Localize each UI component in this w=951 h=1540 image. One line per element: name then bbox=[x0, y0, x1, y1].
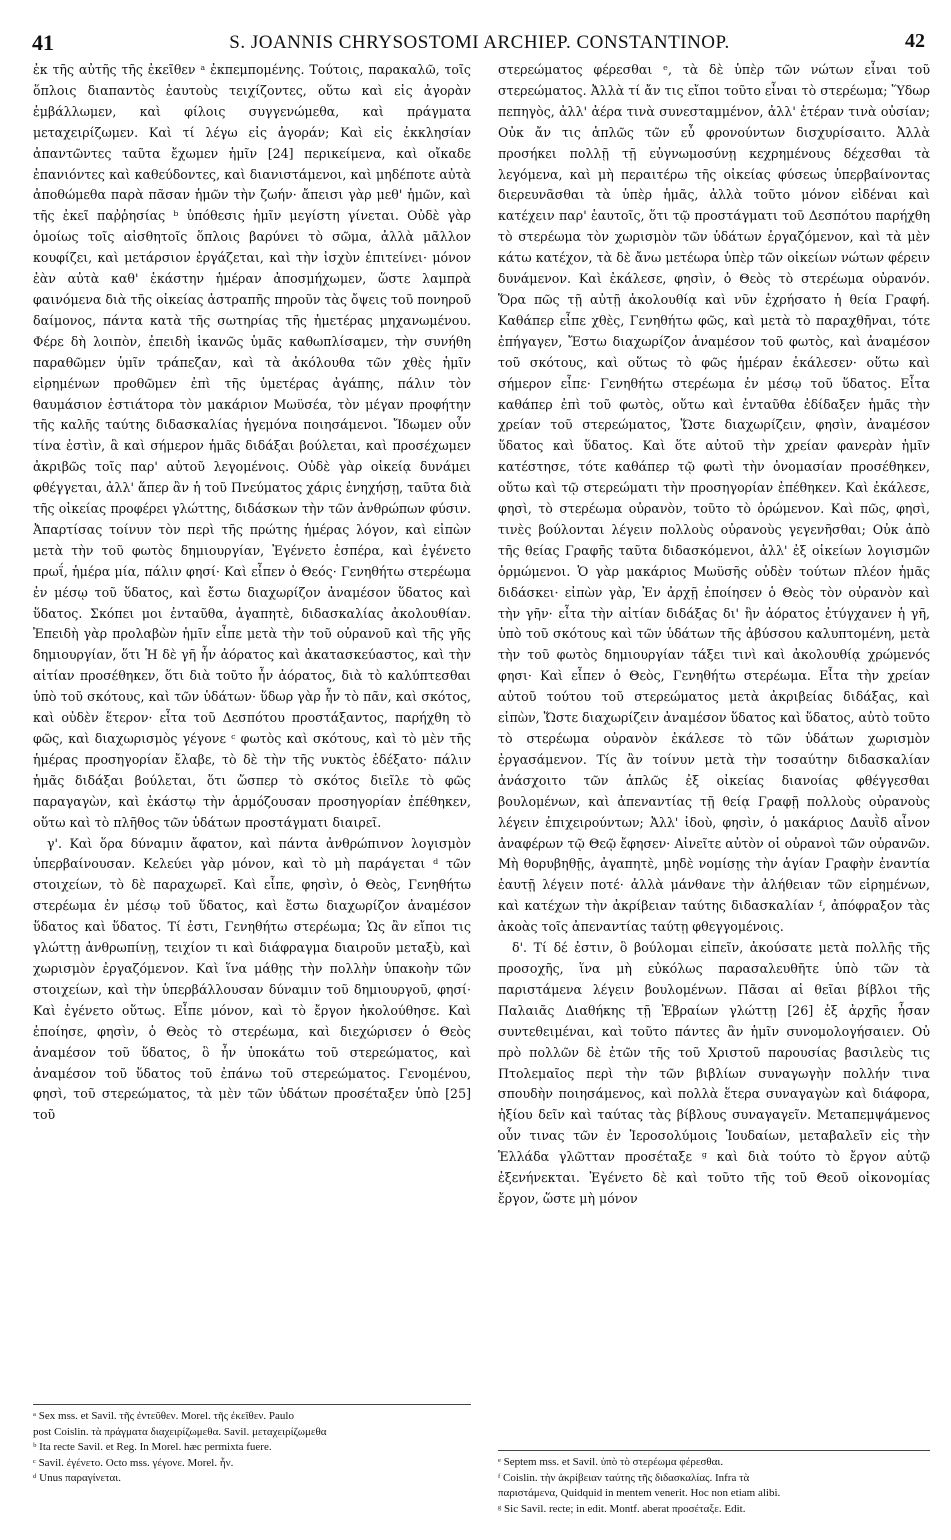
footnote-line: ᵉ Septem mss. et Savil. ὑπὸ τὸ στερέωμα φέρεσθαι. bbox=[498, 1456, 724, 1468]
footnote-line: ᶠ Coislin. τὴν ἀκρίβειαν ταύτης τῆς διδασκαλίας. Infra τὰ bbox=[498, 1471, 750, 1484]
footnote-line: ᵍ Sic Savil. recte; in edit. Montf. aberat προσέταξε. Edit. bbox=[498, 1502, 746, 1515]
footnote-line: ᵃ Sex mss. et Savil. τῆς ἐντεῦθεν. Morel. τῆς ἐκεῖθεν. Paulo bbox=[33, 1410, 294, 1422]
footnote-line: ᵇ Ita recte Savil. et Reg. In Morel. hæc permixta fuere. bbox=[33, 1441, 272, 1454]
footnote-line: post Coislin. τὰ πράγματα διαχειρίζωμεθα. Savil. μεταχειρίζωμεθα bbox=[33, 1425, 327, 1438]
footnote-line: ᵈ Unus παραγίνεται. bbox=[33, 1472, 122, 1485]
footnote-line: παριστάμενα, Quidquid in mentem venerit. Hoc non etiam alibi. bbox=[498, 1487, 781, 1500]
running-head bbox=[28, 30, 931, 58]
right-column bbox=[498, 60, 930, 1210]
paragraph: γ'. Καὶ ὅρα δύναμιν ἄφατον, καὶ πάντα ἀνθρώπινον λογισμὸν ὑπερβαίνουσαν. Κελεύει γὰρ μόνον, καὶ τὸ μὴ παράγεται ᵈ τῶν στοιχείων, τὸ δὲ παραχωρεῖ. Καὶ εἶπε, φησὶν, ὁ Θεὸς, Γενηθήτω στερέωμα ἐν μέσῳ τοῦ ὕδατος, καὶ ἔστω διαχωρίζον ἀναμέσον ὕδατος καὶ ὕδατος. Τί ἐστι, Γενηθήτω στερέωμα; Ὡς ἂν εἴποι τις γλώττῃ ἀνθρωπίνῃ, τειχίον τι καὶ διάφραγμα διαιροῦν μεταξὺ, καὶ χωρισμὸν ἐργαζόμενον. Καὶ ἵνα μάθῃς τὴν πολλὴν ὑπακοὴν τῶν στοιχείων, καὶ τὴν ὑπερβάλλουσαν δύναμιν τοῦ δημιουργοῦ, φησί· Καὶ ἐγένετο οὕτως. Εἶπε μόνον, καὶ τὸ ἔργον ἠκολούθησε. Καὶ ἐποίησε, φησὶν, ὁ Θεὸς τὸ στερέωμα, καὶ διεχώρισεν ὁ Θεὸς ἀναμέσον τοῦ ὕδατος, ὃ ἦν ὑποκάτω τοῦ στερεώματος, καὶ ἀναμέσον τοῦ ὕδατος τοῦ ἐπάνω τοῦ στερεώματος. Γενομένου, φησὶ, τοῦ στερεώματος, τὰ μὲν τῶν ὑδάτων προσέταξεν ὑπὸ [25] τοῦ bbox=[33, 835, 471, 1123]
page-number-right: 42 bbox=[905, 30, 925, 52]
footnotes-left bbox=[33, 1404, 471, 1487]
paragraph: δ'. Τί δέ ἐστιν, ὃ βούλομαι εἰπεῖν, ἀκούσατε μετὰ πολλῆς τῆς προσοχῆς, ἵνα μὴ εὐκόλως παρασαλευθῆτε ὑπὸ τῶν τὰ παριστάμενα λέγειν βουλομένων. Πᾶσαι αἱ θεῖαι βίβλοι τῆς Παλαιᾶς Διαθήκης τῇ Ἑβραίων γλώττῃ [26] ἐξ ἀρχῆς ἦσαν συντεθειμέναι, καὶ τοῦτο πάντες ἂν ἡμῖν συνομολογήσαιεν. Οὐ πρὸ πολλῶν δὲ ἐτῶν τῆς τοῦ Χριστοῦ παρουσίας βασιλεὺς τις Πτολεμαῖος περὶ τὴν τῶν βιβλίων συναγωγὴν πολλήν τινα σπουδὴν ποιησάμενος, καὶ πολλὰ ἕτερα συναγαγὼν καὶ διάφορα, ἠξίου δεῖν καὶ ταύτας τὰς βίβλους συναγαγεῖν. Μεταπεμψάμενος οὖν τινας τῶν ἐν Ἱεροσολύμοις Ἰουδαίων, μεταβαλεῖν εἰς τὴν Ἑλλάδα γλῶτταν προσέταξε ᵍ καὶ διὰ τούτο τὸ ἔργον αὐτῷ ἐξενήνεκται. Ἐγένετο δὲ καὶ τοῦτο τῆς τοῦ Θεοῦ οἰκονομίας ἔργον, ὥστε μὴ μόνον bbox=[498, 940, 930, 1206]
left-column bbox=[33, 60, 471, 1126]
running-title: S. JOANNIS CHRYSOSTOMI ARCHIEP. CONSTANTINOP. bbox=[229, 32, 730, 53]
footnote-line: ᶜ Savil. ἐγένετο. Octo mss. γέγονε. Morel. ἦν. bbox=[33, 1456, 234, 1469]
paragraph: στερεώματος φέρεσθαι ᵉ, τὰ δὲ ὑπὲρ τῶν νώτων εἶναι τοῦ στερεώματος. Ἀλλὰ τί ἄν τις εἴποι τοῦτο εἶναι τὸ στερέωμα; Ὕδωρ πεπηγὸς, ἀλλ' ἀέρα τινὰ συνεσταμμένον, ἀλλ' ἑτέραν τινὰ οὐσίαν; Οὐκ ἄν τις ἁπλῶς τῶν εὖ φρονούντων δισχυρίσαιτο. Ἀλλὰ προσήκει πολλῇ τῇ εὐγνωμοσύνῃ κεχρημένους δέχεσθαι τὰ λεγόμενα, καὶ μὴ περαιτέρω τῆς οἰκείας φύσεως ὑπερβαίνοντας διερευνᾶσθαι τὰ ὑπὲρ ἡμᾶς, ἀλλὰ τοῦτο μόνον εἰδέναι καὶ κατέχειν παρ' ἑαυτοῖς, ὅτι τῷ προστάγματι τοῦ Δεσπότου παρήχθη τὸ στερέωμα τὸν χωρισμὸν τῶν ὑδάτων ἐργαζόμενον, καὶ τὰ μὲν κάτω κατέχον, τὰ δὲ ἄνω μετέωρα ὑπὲρ τῶν οἰκείων νώτων φέρειν δυνάμενον. Καὶ ἐκάλεσε, φησὶν, ὁ Θεὸς τὸ στερέωμα οὐρανόν. Ὅρα πῶς τῇ αὐτῇ ἀκολουθίᾳ καὶ νῦν ἐχρήσατο ἡ θεία Γραφή. Καθάπερ εἶπε χθὲς, Γενηθήτω φῶς, καὶ μετὰ τὸ παραχθῆναι, τότε ἐπήγαγεν, Ἔστω διαχωρίζον ἀναμέσον τοῦ φωτὸς, καὶ ἀναμέσον τοῦ σκότους, καὶ οὕτως τὸ φῶς ἡμέραν ἐκάλεσεν· οὕτω καὶ σήμερον εἶπε· Γενηθήτω στερέωμα ἐν μέσῳ τοῦ ὕδατος. Εἶτα καθάπερ ἐπὶ τοῦ φωτὸς, οὕτω καὶ ἐνταῦθα ἐδίδαξεν ἡμᾶς τὴν χρείαν τοῦ στερεώματος, Ὥστε διαχωρίζειν, φησὶν, ἀναμέσον ὕδατος καὶ ὕδατος. Καὶ ὅτε αὐτοῦ τὴν χρείαν φανερὰν ἡμῖν κατέστησε, τότε καθάπερ τῷ φωτὶ τὴν ὀνομασίαν προσέθηκεν, οὕτω καὶ τῷ στερεώματι τὴν προσηγορίαν ἐπέθηκεν. Καὶ ἐκάλεσε, φησὶ, τὸ στερέωμα οὐρανὸν, τοῦτο τὸ ὁρώμενον. Καὶ πῶς, φησὶ, τινὲς βούλονται λέγειν πολλοὺς οὐρανοὺς γεγενῆσθαι; Οὐκ ἀπὸ τῆς θείας Γραφῆς ταῦτα διδασκόμενοι, ἀλλ' ἐξ οἰκείων λογισμῶν ὁρμώμενοι. Ὁ γὰρ μακάριος Μωϋσῆς οὐδὲν τούτων πλέον ἡμᾶς διδάσκει· εἰπὼν γὰρ, Ἐν ἀρχῇ ἐποίησεν ὁ Θεὸς τὸν οὐρανὸν καὶ τὴν γῆν· εἶτα τὴν αἰτίαν διδάξας δι' ἣν ἀόρατος ἐτύγχανεν ἡ γῆ, ὑπὸ τοῦ σκότους καὶ τῶν ὑδάτων τῆς ἀβύσσου καλυπτομένη, μετὰ τὴν τοῦ φωτὸς δημιουργίαν τάξει τινὶ καὶ ἀκολουθίᾳ χρώμενός φησι· Καὶ εἶπεν ὁ Θεὸς, Γενηθήτω στερέωμα. Εἶτα τὴν χρείαν αὐτοῦ τούτου τοῦ στερεώματος μετὰ ἀκριβείας διδάξας, καὶ εἰπὼν, Ὥστε διαχωρίζειν ἀναμέσον ὕδατος καὶ ὕδατος, αὐτὸ τοῦτο τὸ στερέωμα οὐρανὸν ἐκάλεσε τὸ τῶν ὑδάτων χωρισμὸν ἐργασάμενον. Τίς ἂν τοίνυν μετὰ τὴν τοσαύτην διδασκαλίαν ἀνάσχοιτο τῶν ἁπλῶς ἐξ οἰκείας διανοίας φθέγγεσθαι βουλομένων, καὶ ἀπεναντίας τῇ θείᾳ Γραφῇ πολλοὺς οὐρανοὺς λέγειν ἐπιχειρούντων; Ἀλλ' ἰδοὺ, φησὶν, ὁ μακάριος Δαυῒδ αἶνον ἀναφέρων τῷ Θεῷ ἔφησεν· Αἰνεῖτε αὐτὸν οἱ οὐρανοὶ τῶν οὐρανῶν. Μὴ θορυβηθῇς, ἀγαπητὲ, μηδὲ νομίσῃς τὴν ἁγίαν Γραφὴν ἐναντία ἑαυτῇ λέγειν ποτέ· ἀλλὰ μάνθανε τὴν ἀλήθειαν τῶν εἰρημένων, καὶ κατέχων τὴν ἀκρίβειαν ταύτης διδασκαλίαν ᶠ, ἀπόφραξον τὰς ἀκοὰς τοῖς ἀπεναντίας ταύτῃ φθεγγομένοις. bbox=[498, 62, 930, 935]
paragraph: ἐκ τῆς αὐτῆς τῆς ἐκεῖθεν ᵃ ἐκπεμπομένης. Τούτοις, παρακαλῶ, τοῖς ὅπλοις διαπαντὸς ἑαυτοὺς τειχίζοντες, οὕτω καὶ εἰς ἀγορὰν ἐμβάλλωμεν, καὶ φίλοις συγγενώμεθα, καὶ πράγματα μεταχειρίζωμεν. Καὶ τί λέγω εἰς ἀγοράν; Καὶ εἰς ἐκκλησίαν ἀπαντῶντες ταῦτα ἔχωμεν ἡμῖν [24] περικείμενα, καὶ οἴκαδε ἐπανιόντες καὶ καθεύδοντες, καὶ διανιστάμενοι, καὶ μηδέποτε αὐτὰ ἀποθώμεθα παρὰ πᾶσαν ἡμῶν τὴν ζωήν· ἄπεισι γὰρ μεθ' ἡμῶν, καὶ τῆς ἐκεῖ παῤῥησίας ᵇ ὑπόθεσις ἡμῖν μεγίστη γίνεται. Οὐδὲ γὰρ ὁμοίως τοῖς αἰσθητοῖς ὅπλοις βαρύνει τὸ σῶμα, ἀλλὰ μᾶλλον κουφίζει, καὶ μετάρσιον ἐργάζεται, καὶ τὴν ἰσχὺν ἐπιτείνει· μόνον ἐὰν αὐτὰ καθ' ἑκάστην ἡμέραν ἀποσμήχωμεν, ὥστε λαμπρὰ φαινόμενα διὰ τῆς οἰκείας ἀστραπῆς πηροῦν τὰς ὄψεις τοῦ πονηροῦ δαίμονος, πάντα κατὰ τῆς σωτηρίας τῆς ἡμετέρας μηχανωμένου. Φέρε δὴ λοιπὸν, ἐπειδὴ ἱκανῶς ὑμᾶς καθωπλίσαμεν, τὴν συνήθη παραθῶμεν ὑμῖν τράπεζαν, καὶ τὰ ἀκόλουθα τῶν χθὲς ἡμῖν εἰρημένων προθῶμεν ἐπὶ τῆς ὑμετέρας ἀγάπης, πάλιν τὸν θαυμάσιον ἑστιάτορα τὸν μακάριον Μωϋσέα, τὸν μέγαν προφήτην τῆς καλῆς ταύτης διδασκαλίας ἡγεμόνα ποιησάμενοι. Ἴδωμεν οὖν τίνα ἐστὶν, ἃ καὶ σήμερον ἡμᾶς διδάξαι βούλεται, καὶ προσέχωμεν ἀκριβῶς τοῖς παρ' αὐτοῦ λεγομένοις. Οὐδὲ γὰρ οἰκείᾳ δυνάμει φθέγγεται, ἀλλ' ἅπερ ἂν ἡ τοῦ Πνεύματος χάρις ἐνηχήσῃ, ταῦτα διὰ τῆς οἰκείας προφέρει γλώττης, διδάσκων τὴν τῶν ἀνθρώπων φύσιν. Ἀπαρτίσας τοίνυν τὸν περὶ τῆς πρώτης ἡμέρας λόγον, καὶ εἰπὼν μετὰ τὴν τοῦ φωτὸς δημιουργίαν, Ἐγένετο ἑσπέρα, καὶ ἐγένετο πρωΐ, ἡμέρα μία, πάλιν φησί· Καὶ εἶπεν ὁ Θεός· Γενηθήτω στερέωμα ἐν μέσῳ τοῦ ὕδατος, καὶ ἔστω διαχωρίζον ἀναμέσον ὕδατος καὶ ὕδατος. Σκόπει μοι ἐνταῦθα, ἀγαπητὲ, διδασκαλίας ἀκολουθίαν. Ἐπειδὴ γὰρ προλαβὼν ἡμῖν εἶπε μετὰ τὴν τοῦ οὐρανοῦ καὶ τῆς γῆς δημιουργίαν, ὅτι Ἡ δὲ γῆ ἦν ἀόρατος καὶ ἀκατασκεύαστος, καὶ τὴν αἰτίαν προσέθηκεν, ὅτι διὰ τοῦτο ἦν ἀόρατος, διὰ τὸ καλύπτεσθαι ὑπὸ τοῦ σκότους, καὶ τῶν ὑδάτων· ὕδωρ γὰρ ἦν τὸ πᾶν, καὶ σκότος, καὶ οὐδὲν ἕτερον· εἶτα τοῦ Δεσπότου προστάξαντος, παρήχθη τὸ φῶς, καὶ διαχωρισμὸς γέγονε ᶜ φωτὸς καὶ σκότους, καὶ τὸ μὲν τῆς ἡμέρας προσηγορίαν ἔλαβε, τὸ δὲ τὴν τῆς νυκτὸς ἐδέξατο· πάλιν ἡμᾶς διδάξαι βούλεται, ὅτι ὥσπερ τὸ σκότος διεῖλε τὸ φῶς παραγαγὼν, καὶ ἑκάστῳ τὴν ἁρμόζουσαν προσηγορίαν ἐπέθηκεν, οὕτω καὶ τὸ πλῆθος τῶν ὑδάτων προστάγματι διαιρεῖ. bbox=[33, 62, 471, 830]
page-number-left: 41 bbox=[32, 30, 54, 55]
footnotes-right bbox=[498, 1450, 930, 1517]
